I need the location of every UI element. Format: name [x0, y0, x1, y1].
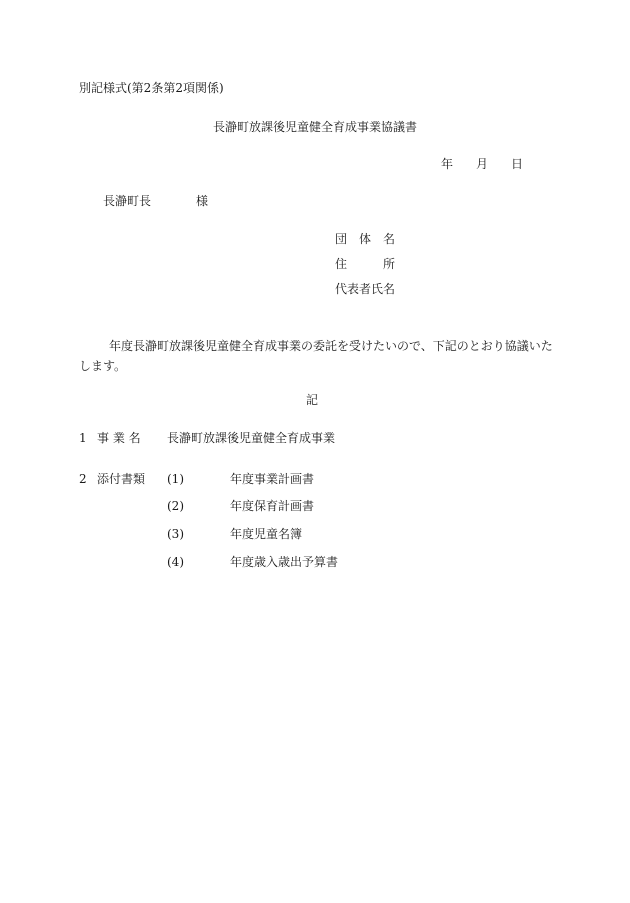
- attachment-number: (4): [167, 555, 184, 569]
- item-1-value: 長瀞町放課後児童健全育成事業: [167, 431, 336, 445]
- address-label: 住 所: [335, 257, 396, 271]
- addressee-honorific: 様: [196, 194, 209, 208]
- item-2-number: 2: [79, 472, 87, 486]
- date-month-label: 月: [476, 157, 489, 171]
- date-year-label: 年: [441, 157, 454, 171]
- item-1-label: 事 業 名: [97, 431, 141, 445]
- date-day-label: 日: [511, 157, 524, 171]
- item-1-number: 1: [79, 431, 87, 445]
- attachment-number: (3): [167, 527, 184, 541]
- addressee-name: 長瀞町長: [103, 194, 152, 208]
- attachment-name: 年度児童名簿: [230, 527, 303, 541]
- attachment-number: (2): [167, 499, 184, 513]
- form-reference: 別記様式(第2条第2項関係): [79, 81, 224, 95]
- attachment-name: 年度保育計画書: [230, 499, 315, 513]
- attachment-number: (1): [167, 472, 184, 486]
- document-title: 長瀞町放課後児童健全育成事業協議書: [213, 120, 418, 134]
- attachment-name: 年度歳入歳出予算書: [230, 555, 339, 569]
- ki-heading: 記: [306, 393, 319, 407]
- attachment-name: 年度事業計画書: [230, 472, 315, 486]
- item-2-label: 添付書類: [97, 472, 146, 486]
- representative-name-label: 代表者氏名: [335, 282, 396, 296]
- organization-name-label: 団 体 名: [335, 232, 396, 246]
- body-paragraph: 年度長瀞町放課後児童健全育成事業の委託を受けたいので、下記のとおり協議いたします。: [79, 339, 553, 373]
